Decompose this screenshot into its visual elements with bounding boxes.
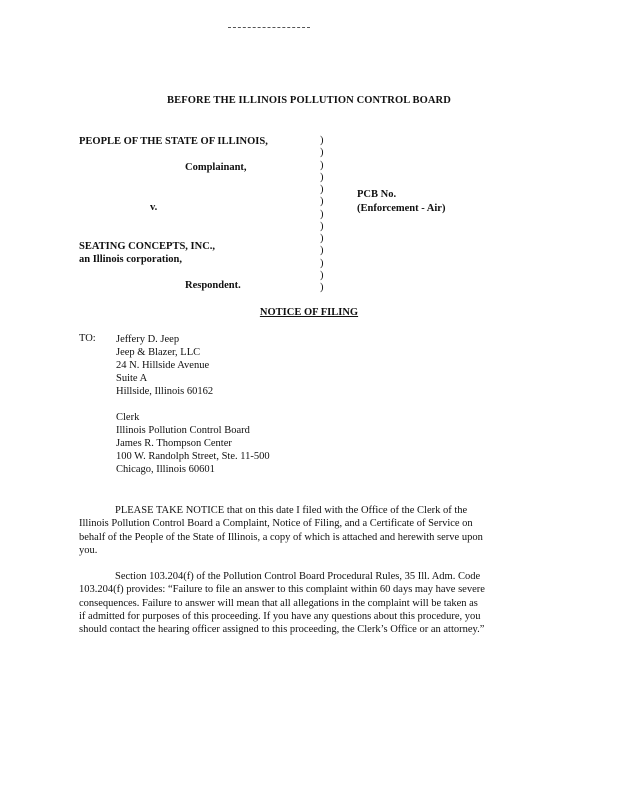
to-label: TO: bbox=[79, 333, 96, 344]
address-line: Clerk bbox=[116, 412, 140, 423]
paragraph-line: if admitted for purposes of this proceeding. If you have any questions about this procedure, you bbox=[79, 610, 481, 622]
respondent-role: Respondent. bbox=[185, 280, 241, 291]
versus-label: v. bbox=[150, 202, 158, 213]
caption-paren: ) bbox=[320, 233, 324, 244]
respondent-description: an Illinois corporation, bbox=[79, 254, 182, 265]
paragraph-line: should contact the hearing officer assigned to this proceeding, the Clerk’s Office or an attorney.” bbox=[79, 624, 485, 636]
address-line: 24 N. Hillside Avenue bbox=[116, 360, 210, 371]
complainant-party: PEOPLE OF THE STATE OF ILLINOIS, bbox=[79, 136, 268, 147]
caption-paren: ) bbox=[320, 245, 324, 257]
respondent-party: SEATING CONCEPTS, INC., bbox=[79, 241, 216, 252]
caption-paren: ) bbox=[320, 196, 324, 208]
case-number-label: PCB No. bbox=[357, 189, 397, 200]
paragraph-line: consequences. Failure to answer will mean that all allegations in the complaint will be taken as bbox=[79, 597, 478, 609]
caption-divider bbox=[320, 135, 330, 294]
caption-paren: ) bbox=[320, 135, 324, 146]
case-type: (Enforcement - Air) bbox=[357, 203, 446, 214]
complainant-role: Complainant, bbox=[185, 162, 247, 173]
address-line: Illinois Pollution Control Board bbox=[116, 425, 250, 436]
notice-title: NOTICE OF FILING bbox=[259, 307, 359, 318]
caption-paren: ) bbox=[320, 220, 324, 232]
notice-paragraph-2 bbox=[79, 570, 541, 636]
address-line: Jeffery D. Jeep bbox=[116, 334, 180, 345]
address-line: Jeep & Blazer, LLC bbox=[116, 347, 201, 358]
address-line: Suite A bbox=[116, 373, 148, 384]
paragraph-line: you. bbox=[79, 544, 98, 556]
caption-paren: ) bbox=[320, 269, 324, 281]
paragraph-line: Section 103.204(f) of the Pollution Control Board Procedural Rules, 35 Ill. Adm. Code bbox=[115, 571, 481, 582]
caption-paren: ) bbox=[320, 282, 324, 293]
address-line: Hillside, Illinois 60162 bbox=[116, 386, 214, 397]
recipient-address-1 bbox=[116, 333, 213, 398]
paragraph-line: 103.204(f) provides: “Failure to file an answer to this complaint within 60 days may have severe bbox=[79, 584, 485, 596]
caption-title: BEFORE THE ILLINOIS POLLUTION CONTROL BOARD bbox=[167, 95, 451, 106]
address-line: 100 W. Randolph Street, Ste. 11-500 bbox=[116, 451, 270, 462]
caption-paren: ) bbox=[320, 159, 324, 171]
address-line: James R. Thompson Center bbox=[116, 438, 232, 449]
recipient-address-2 bbox=[116, 411, 270, 476]
notice-paragraph-1 bbox=[79, 504, 541, 557]
address-line: Chicago, Illinois 60601 bbox=[116, 464, 215, 475]
caption-paren: ) bbox=[320, 184, 324, 195]
caption-paren: ) bbox=[320, 147, 324, 159]
paragraph-line: behalf of the People of the State of Illinois, a copy of which is attached and herewith serve upon bbox=[79, 531, 483, 543]
caption-paren: ) bbox=[320, 257, 324, 269]
caption-paren: ) bbox=[320, 171, 324, 183]
caption-paren: ) bbox=[320, 208, 324, 220]
paragraph-line: Illinois Pollution Control Board a Complaint, Notice of Filing, and a Certificate of Service on bbox=[79, 518, 473, 530]
paragraph-line: PLEASE TAKE NOTICE that on this date I filed with the Office of the Clerk of the bbox=[115, 505, 468, 516]
scan-edge-mark bbox=[228, 27, 310, 28]
